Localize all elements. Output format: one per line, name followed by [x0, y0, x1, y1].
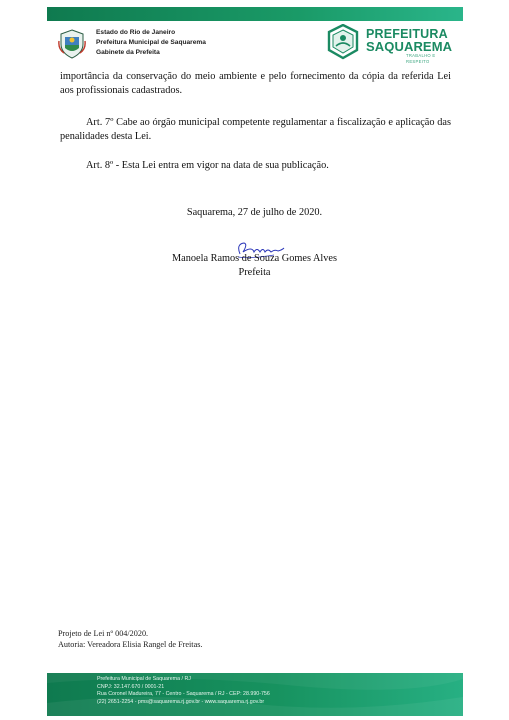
bill-number: Projeto de Lei nº 004/2020.	[58, 629, 149, 638]
logo-shield-icon	[326, 24, 360, 60]
logo-title: PREFEITURA	[366, 27, 448, 41]
footnote	[58, 629, 202, 650]
header-state: Estado do Rio de Janeiro	[96, 29, 176, 36]
footer-phone-email: (22) 2651-2254 - pms@saquarema.rj.gov.br - www.saquarema.rj.gov.br	[97, 698, 265, 705]
header-institution	[96, 28, 206, 58]
header-city-hall: Prefeitura Municipal de Saquarema	[96, 39, 206, 46]
footer-bar	[47, 673, 463, 716]
logo-slogan: TRABALHO E RESPEITO	[406, 53, 436, 64]
logo-city-name: SAQUAREMA	[366, 39, 453, 54]
law-paragraph-continuation: importância da conservação do meio ambiente e pelo fornecimento da cópia da referida Lei aos profissionais cadastrados.	[60, 71, 451, 97]
footer-org: Prefeitura Municipal de Saquarema / RJ	[97, 676, 191, 682]
bill-authorship: Autoria: Vereadora Elisia Rangel de Freitas.	[58, 639, 203, 649]
signing-date: Saquarema, 27 de julho de 2020.	[186, 207, 323, 218]
footer-address: Rua Coronel Madureira, 77 - Centro - Saquarema / RJ - CEP: 28.990-756	[97, 691, 270, 698]
footer-cnpj: CNPJ: 32.147.670 / 0001-21	[97, 683, 165, 690]
coat-of-arms-icon	[58, 29, 86, 59]
signer-name: Manoela Ramos de Souza Gomes Alves	[171, 253, 337, 264]
header-office: Gabinete da Prefeita	[96, 49, 160, 56]
law-article-8: Art. 8º - Esta Lei entra em vigor na data de sua publicação.	[86, 160, 329, 171]
prefeitura-logo	[326, 24, 458, 64]
footer-contact	[97, 676, 270, 706]
law-article-7: Art. 7º Cabe ao órgão municipal competente regulamentar a fiscalização e aplicação das penalidades desta Lei.	[60, 117, 451, 143]
signer-title: Prefeita	[238, 267, 271, 278]
header-color-bar	[47, 7, 463, 21]
